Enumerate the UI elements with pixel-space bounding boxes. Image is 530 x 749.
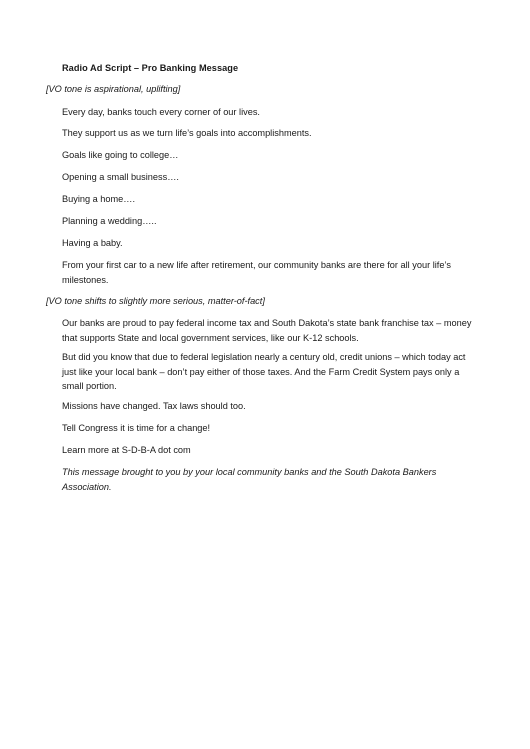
stage-direction-uplifting: [VO tone is aspirational, uplifting] <box>46 84 181 94</box>
document-title: Radio Ad Script – Pro Banking Message <box>62 63 239 73</box>
script-line: Goals like going to college… <box>62 150 179 160</box>
script-line: Opening a small business…. <box>62 172 179 182</box>
script-paragraph: Our banks are proud to pay federal income tax and South Dakota’s state bank franchise tax – money that supports State and local government services, like our K-12 schools. <box>62 318 472 343</box>
script-line: Tell Congress it is time for a change! <box>62 423 211 433</box>
closing-disclaimer: This message brought to you by your local community banks and the South Dakota Bankers Association. <box>62 467 437 492</box>
script-paragraph: But did you know that due to federal legislation nearly a century old, credit unions – which today act just like your local bank – don’t pay either of those taxes. And the Farm Credit System pays only a small portion. <box>62 352 466 391</box>
script-paragraph: From your first car to a new life after retirement, our community banks are there for all your life’s milestones. <box>62 260 451 285</box>
script-line: They support us as we turn life’s goals into accomplishments. <box>62 128 312 138</box>
script-line: Buying a home…. <box>62 194 136 204</box>
stage-direction-serious: [VO tone shifts to slightly more serious, matter-of-fact] <box>46 296 265 306</box>
script-line: Having a baby. <box>62 238 123 248</box>
script-line: Planning a wedding….. <box>62 216 157 226</box>
script-line: Every day, banks touch every corner of our lives. <box>62 107 260 117</box>
script-line: Learn more at S-D-B-A dot com <box>62 445 191 455</box>
script-line: Missions have changed. Tax laws should too. <box>62 401 246 411</box>
